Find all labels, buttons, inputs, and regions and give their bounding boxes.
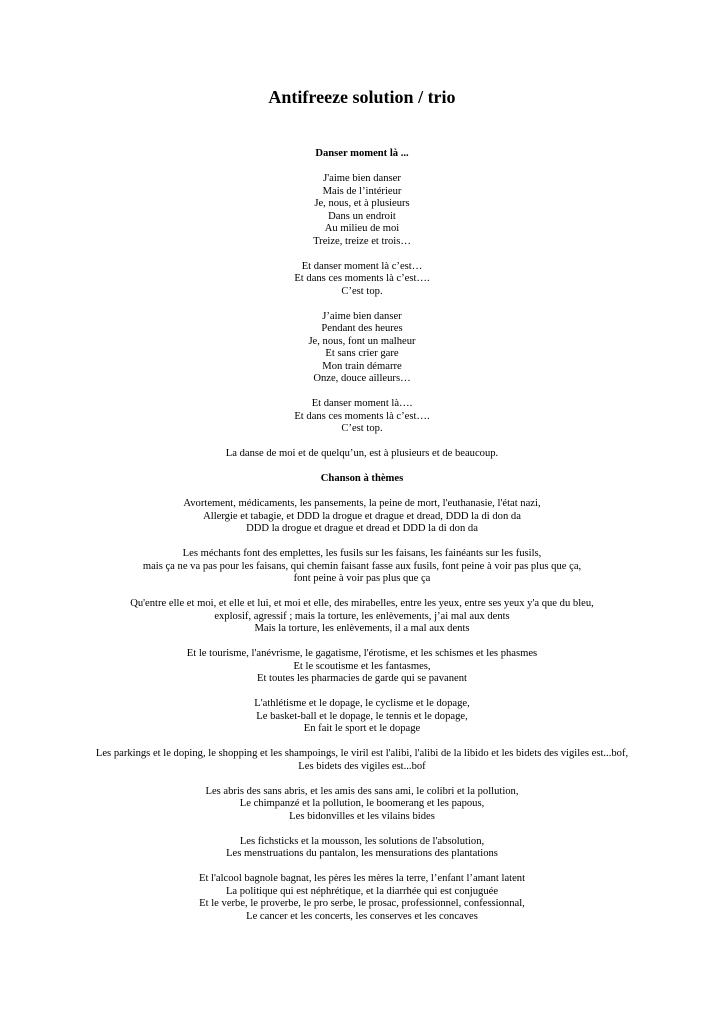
spacer [0,436,724,449]
stanza [0,748,724,773]
spacer [0,486,724,499]
verse-line: Onze, douce ailleurs… [313,373,411,384]
verse-line: C’est top. [341,285,383,297]
spacer [0,636,724,649]
verse-line: Les bidets des vigiles est...bof [298,760,426,772]
stanza [0,648,724,686]
verse-line: Avortement, médicaments, les pansements, la peine de mort, l'euthanasie, l'état nazi, [183,498,541,509]
verse-line: Et le verbe, le proverbe, le pro serbe, le prosac, professionnel, confessionnal, [199,898,525,909]
verse-line: Les abris des sans abris, et les amis des sans ami, le colibri et la pollution, [205,785,519,797]
verse-line: DDD la drogue et drague et dread et DDD la di don da [246,523,478,534]
verse-line: En fait le sport et le dopage [303,723,421,734]
verse-line: Le basket-ball et le dopage, le tennis et le dopage, [256,710,468,722]
document-body [0,148,724,923]
verse-line: L'athlétisme et le dopage, le cyclisme et le dopage, [254,698,470,709]
verse-line: Mais la torture, les enlèvements, il a mal aux dents [254,623,470,634]
spacer [0,861,724,874]
verse-line: Les bidonvilles et les vilains bides [289,810,435,822]
verse-line: Treize, treize et trois… [313,235,411,247]
stanza [0,173,724,248]
verse-line: J’aime bien danser [322,310,402,322]
spacer [0,536,724,549]
verse-line: Les fichsticks et la mousson, les solutions de l'absolution, [239,835,485,847]
stanza [0,261,724,299]
verse-line: Et danser moment là c’est… [301,260,423,272]
stanza [0,311,724,386]
spacer [0,686,724,699]
verse-line: J'aime bien danser [323,173,401,184]
verse-line: Et l'alcool bagnole bagnat, les pères les mères la terre, l’enfant l’amant latent [198,873,526,884]
verse-line: Les menstruations du pantalon, les mensurations des plantations [226,848,498,859]
verse-line: Pendant des heures [321,323,403,334]
verse-line: Le chimpanzé et la pollution, le boomerang et les papous, [239,798,485,809]
verse-line: Les parkings et le doping, le shopping et les shampoings, le viril est l'alibi, l'alibi de la libido et les bidets des vigiles est...bof, [95,748,629,759]
verse-line: Et danser moment là…. [311,398,413,409]
spacer [0,823,724,836]
stanza [0,786,724,824]
verse-line: font peine à voir pas plus que ça [293,573,431,584]
section-heading: Danser moment là ... [315,148,409,159]
verse-line: Au milieu de moi [324,223,400,234]
verse-line: Dans un endroit [328,210,396,222]
verse-line: Et le scoutisme et les fantasmes, [293,660,431,672]
spacer [0,736,724,749]
stanza [0,836,724,861]
verse-line: Les méchants font des emplettes, les fusils sur les faisans, les fainéants sur les fusils, [182,548,542,559]
stanza [0,548,724,586]
verse-line: Et toutes les pharmacies de garde qui se pavanent [256,673,468,684]
stanza [0,448,724,461]
stanza [0,398,724,436]
verse-line: mais ça ne va pas pour les faisans, qui chemin faisant fasse aux fusils, font peine à voir pas plus que ça, [142,560,582,572]
stanza [0,498,724,536]
spacer [0,248,724,261]
spacer [0,386,724,399]
verse-line: Qu'entre elle et moi, et elle et lui, et moi et elle, des mirabelles, entre les yeux, entre ses yeux y'a que du bleu, [130,598,594,609]
stanza [0,598,724,636]
verse-line: Le cancer et les concerts, les conserves et les concaves [246,910,478,922]
verse-line: Et dans ces moments là c’est…. [294,410,430,422]
spacer [0,773,724,786]
verse-line: Je, nous, et à plusieurs [314,198,410,209]
verse-line: Et sans crier gare [325,348,399,359]
verse-line: Et dans ces moments là c’est…. [294,273,430,284]
spacer [0,586,724,599]
verse-line: La danse de moi et de quelqu’un, est à plusieurs et de beaucoup. [225,448,499,459]
spacer [0,298,724,311]
spacer [0,161,724,174]
stanza [0,873,724,923]
verse-line: Mon train démarre [322,360,402,372]
verse-line: Je, nous, font un malheur [308,335,416,347]
section-heading: Chanson à thèmes [320,473,404,484]
verse-line: Allergie et tabagie, et DDD la drogue et drague et dread, DDD la di don da [203,510,521,522]
verse-line: Mais de l’intérieur [322,185,402,197]
page-title: Antifreeze solution / trio [268,87,456,107]
verse-line: La politique qui est néphrétique, et la diarrhée qui est conjuguée [225,885,499,897]
verse-line: Et le tourisme, l'anévrisme, le gagatisme, l'érotisme, et les schismes et les phasmes [186,648,538,659]
spacer [0,461,724,474]
stanza [0,698,724,736]
verse-line: explosif, agressif ; mais la torture, les enlèvements, j’ai mal aux dents [214,610,510,622]
verse-line: C’est top. [341,423,383,434]
